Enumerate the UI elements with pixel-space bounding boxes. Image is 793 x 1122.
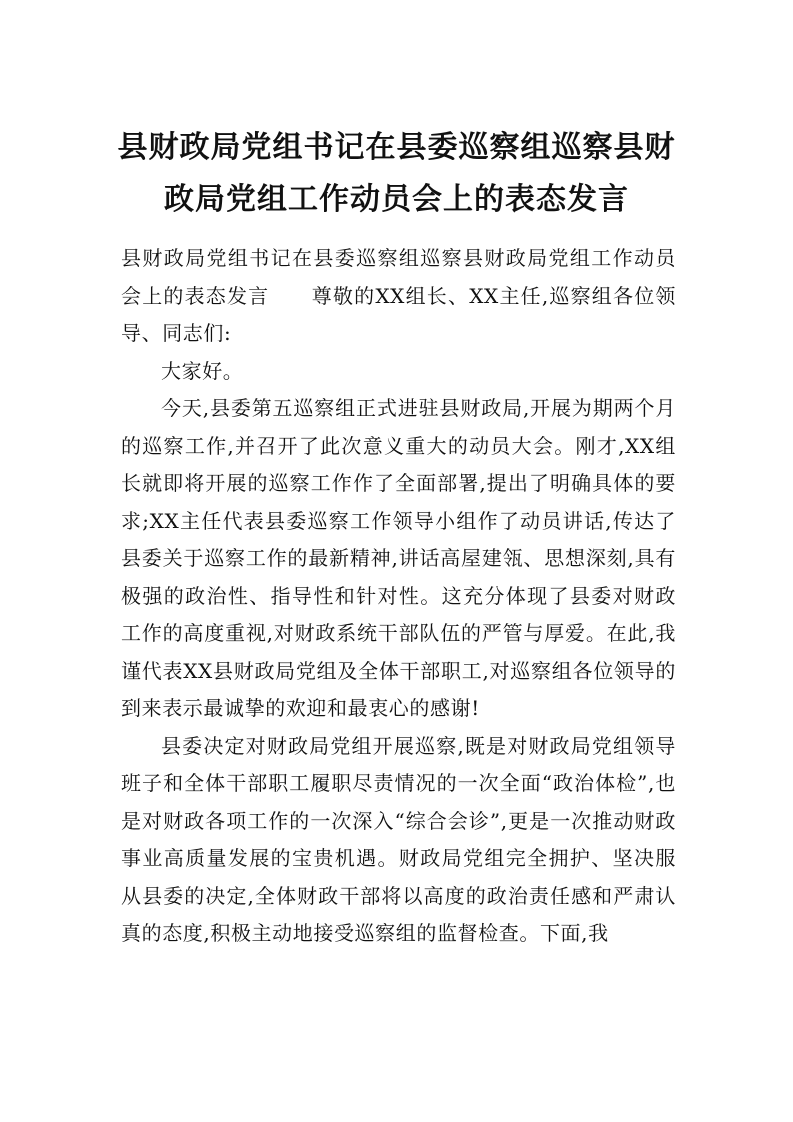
title-line-1: 县财政局党组书记在县委巡察组巡察县财 [117, 130, 676, 165]
document-title [90, 122, 703, 226]
paragraph-opening: 县财政局党组书记在县委巡察组巡察县财政局党组工作动员会上的表态发言 尊敬的XX组长、XX主任,巡察组各位领导、同志们: [121, 246, 676, 345]
paragraph-greeting: 大家好。 [161, 358, 244, 383]
title-line-2: 政局党组工作动员会上的表态发言 [164, 182, 629, 217]
paragraph-introduction: 今天,县委第五巡察组正式进驻县财政局,开展为期两个月的巡察工作,并召开了此次意义重大的动员大会。刚才,XX组长就即将开展的巡察工作作了全面部署,提出了明确具体的要求;XX主任代表县委巡察工作领导小组作了动员讲话,传达了县委关于巡察工作的最新精神,讲话高屋建瓴、思想深刻,具有极强的政治性、指导性和针对性。这充分体现了县委对财政工作的高度重视,对财政系统干部队伍的严管与厚爱。在此,我谨代表XX县财政局党组及全体干部职工,对巡察组各位领导的到来表示最诚挚的欢迎和最衷心的感谢! [121, 396, 676, 720]
paragraph-commitment: 县委决定对财政局党组开展巡察,既是对财政局党组领导班子和全体干部职工履职尽责情况的一次全面“政治体检”,也是对财政各项工作的一次深入“综合会诊”,更是一次推动财政事业高质量发展的宝贵机遇。财政局党组完全拥护、坚决服从县委的决定,全体财政干部将以高度的政治责任感和严肃认真的态度,积极主动地接受巡察组的监督检查。下面,我 [121, 733, 676, 945]
document-body [121, 240, 676, 953]
